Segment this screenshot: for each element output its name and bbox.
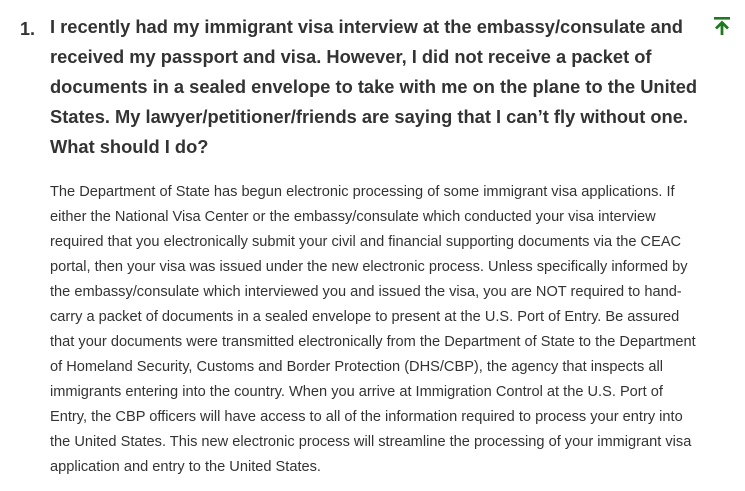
question-number: 1.: [20, 19, 36, 39]
back-to-top-button[interactable]: [713, 16, 731, 36]
question-text: I recently had my immigrant visa interview at the embassy/consulate and received my passport and visa. However, I did not receive a packet of documents in a sealed envelope to take with me on the plane to the United States. My lawyer/petitioner/friends are saying that I can’t fly without one. What should I do?: [50, 16, 698, 157]
arrow-up-to-top-icon: [713, 16, 731, 36]
answer-text: The Department of State has begun electronic processing of some immigrant visa applications. If either the National Visa Center or the embassy/consulate which conducted your visa interview required that you electronically submit your civil and financial supporting documents via the CEAC portal, then your visa was issued under the new electronic process. Unless specifically informed by the embassy/consulate which interviewed you and issued the visa, you are NOT required to hand-carry a packet of documents in a sealed envelope to present at the U.S. Port of Entry. Be assured that your documents were transmitted electronically from the Department of State to the Department of Homeland Security, Customs and Border Protection (DHS/CBP), the agency that inspects all immigrants entering into the country. When you arrive at Immigration Control at the U.S. Port of Entry, the CBP officers will have access to all of the information required to process your entry into the United States. This new electronic process will streamline the processing of your immigrant visa application and entry to the United States.: [50, 184, 696, 475]
